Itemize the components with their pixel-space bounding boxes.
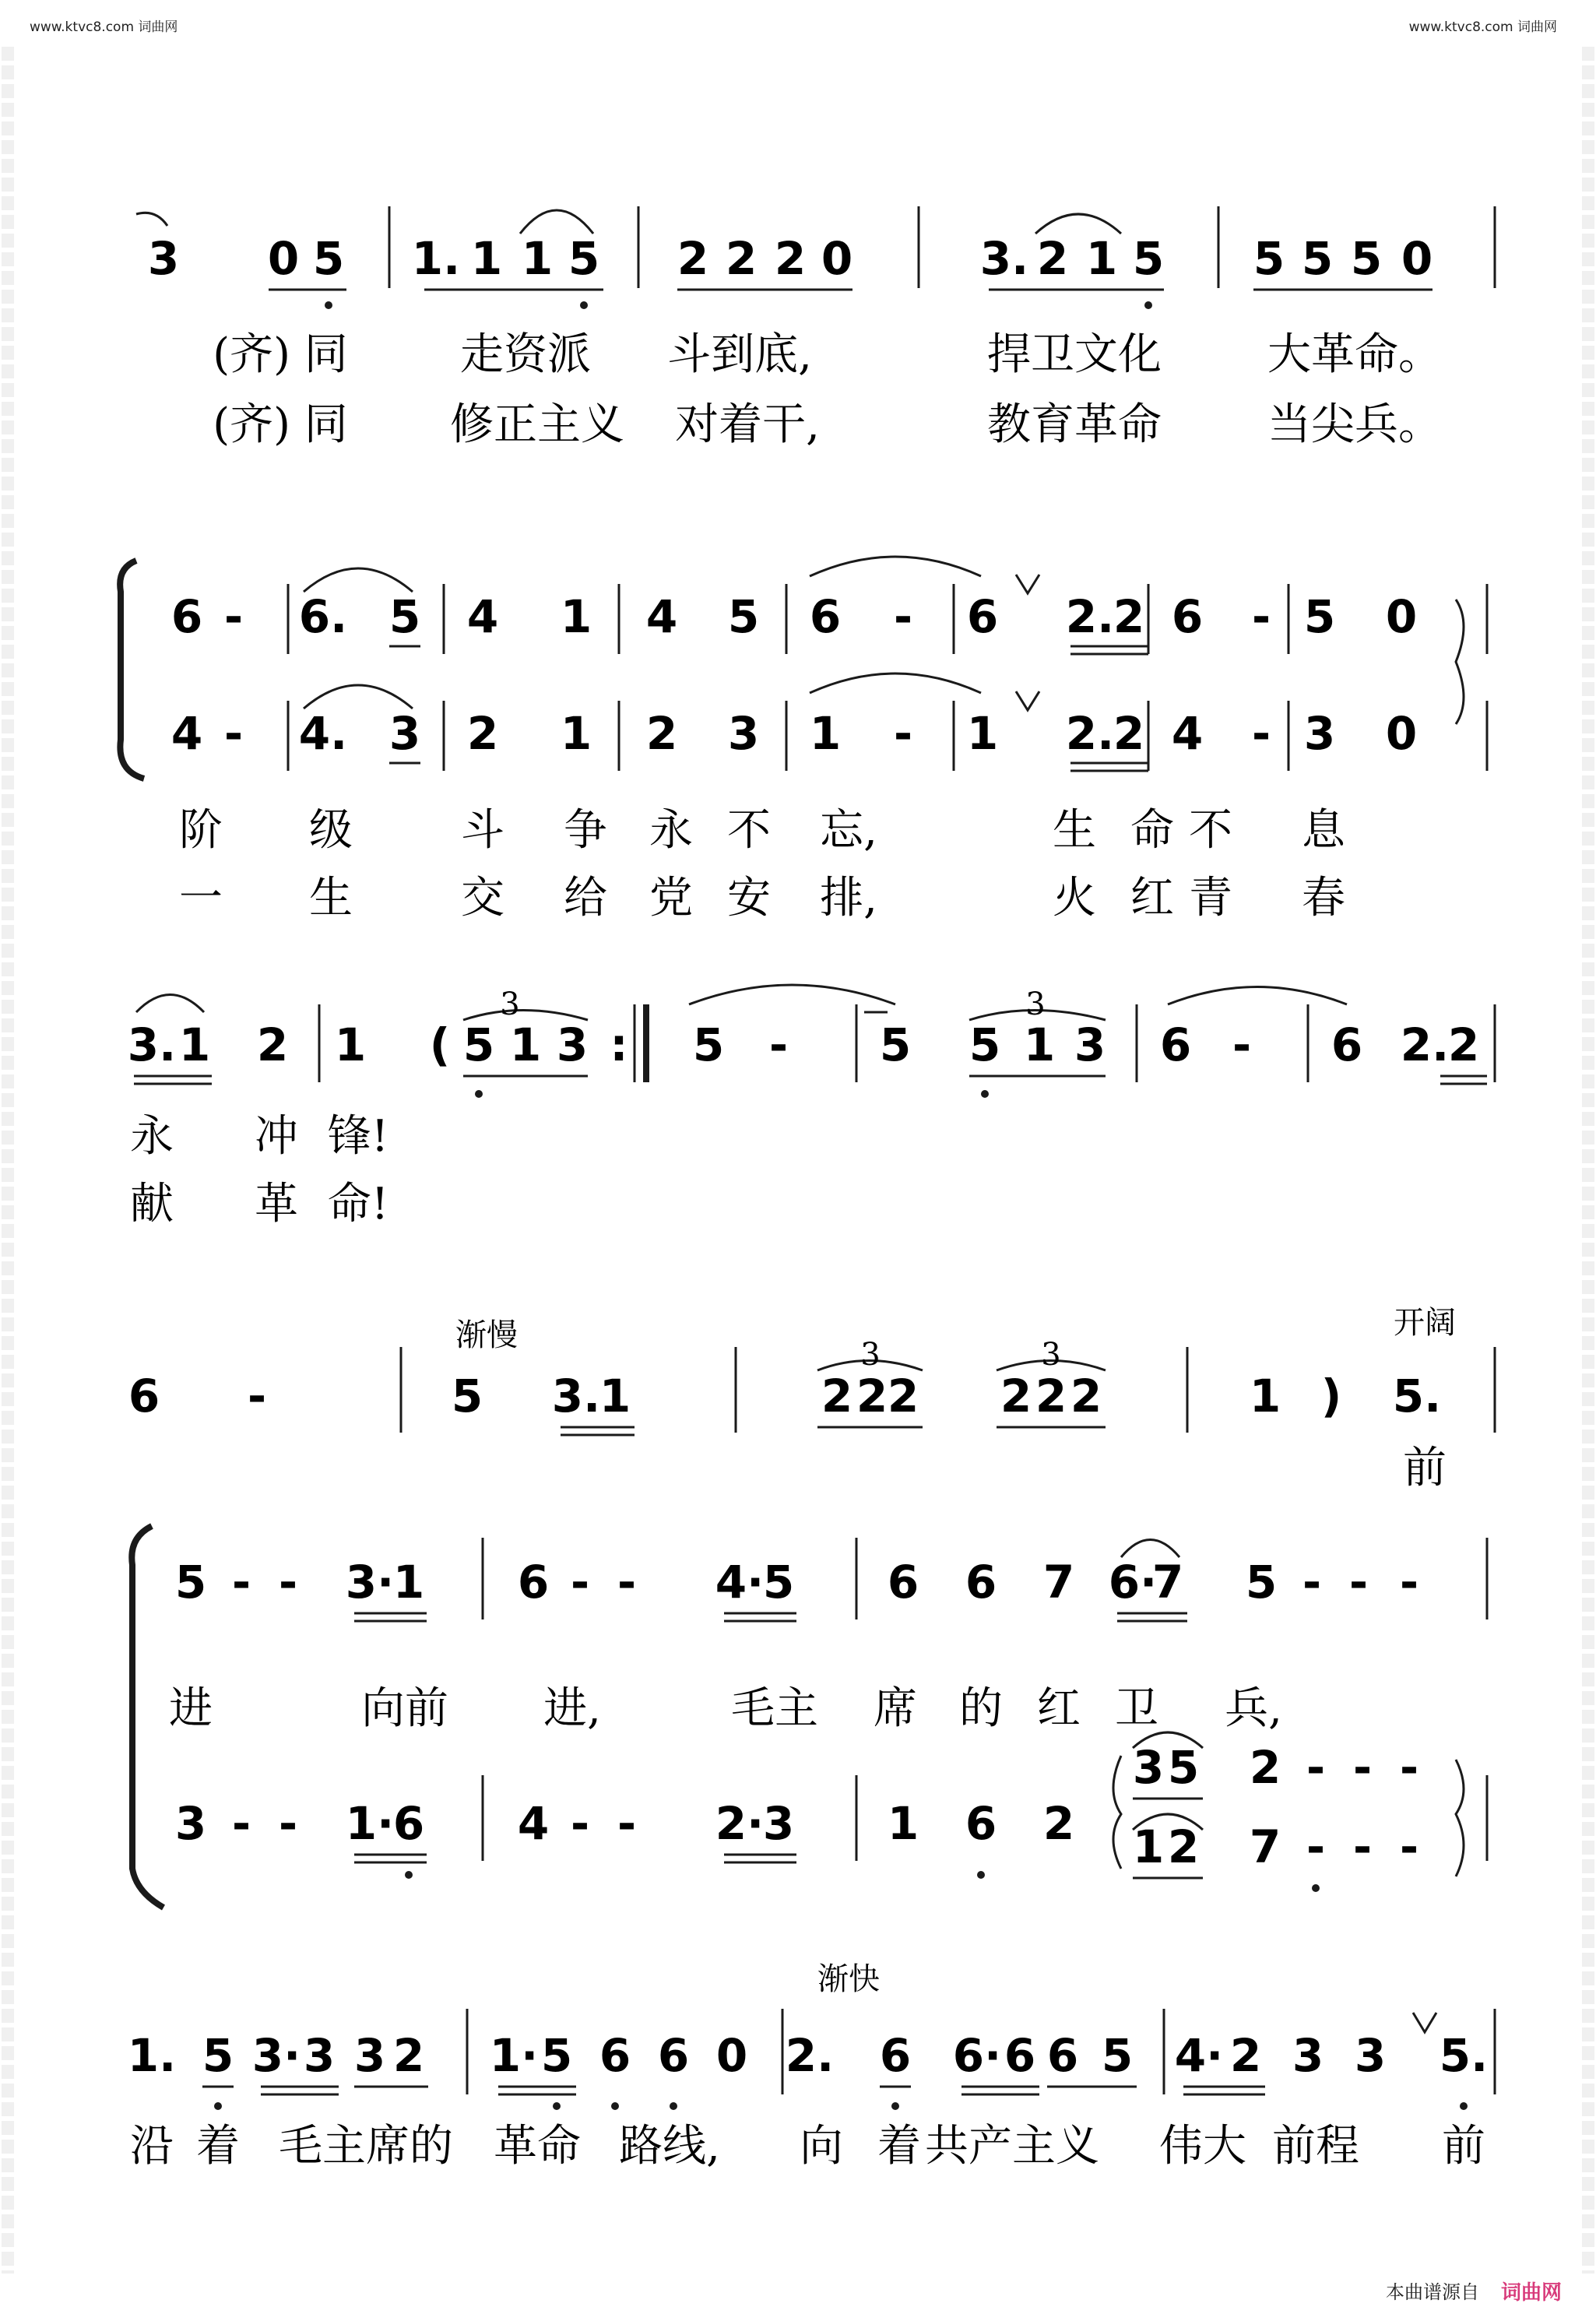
slur-s3 <box>689 985 895 1004</box>
lyric-verse2-s3: 命! <box>327 1179 389 1229</box>
lyric-verse1-s1: 捍卫文化 <box>987 329 1162 380</box>
lyric-verse1-s2: 不 <box>1189 805 1232 856</box>
note-s1: 5 <box>1253 232 1285 285</box>
lyric-s6: 共产主义 <box>925 2121 1099 2172</box>
note-s6: 5. <box>1439 2029 1489 2082</box>
note-s1: 1 <box>470 232 503 285</box>
note-upper-s5: - <box>570 1556 590 1609</box>
note-upper-s5: 6 <box>887 1556 919 1609</box>
note-s6: 4· <box>1174 2029 1224 2082</box>
note-s4: 1 <box>599 1370 631 1422</box>
lyric-verse1-s3: 冲 <box>255 1111 298 1162</box>
note-s3: 1 <box>1023 1018 1056 1071</box>
note-divisi-top-s5: - <box>1399 1741 1419 1794</box>
note-upper-s5: 6 <box>965 1556 997 1609</box>
low-dot-s5 <box>405 1871 413 1879</box>
note-s3: ( <box>429 1018 451 1071</box>
lyric-s5: 进, <box>543 1683 601 1734</box>
note-s4: 2 <box>1000 1370 1032 1422</box>
note-lower-s2: 1 <box>809 707 842 760</box>
triplet-number-s3: 3 <box>1025 986 1046 1022</box>
note-s3: 2 <box>256 1018 289 1071</box>
note-lower-s5: 6 <box>965 1797 997 1850</box>
note-s3: 2 <box>1447 1018 1480 1071</box>
note-s3: 3 <box>556 1018 589 1071</box>
note-s3: 5 <box>968 1018 1001 1071</box>
note-s1: 5 <box>312 232 345 285</box>
note-lower-s2: 3 <box>388 707 421 760</box>
note-lower-s2: 3 <box>727 707 760 760</box>
lyric-verse1-s2: 永 <box>649 805 693 856</box>
note-s1: 1 <box>521 232 554 285</box>
note-s1: 3 <box>147 232 180 285</box>
lyric-verse2-s2: 红 <box>1130 873 1174 923</box>
system-bracket-s5 <box>132 1526 163 1908</box>
note-s4: 1 <box>1249 1370 1281 1422</box>
lyric-verse1-s2: 斗 <box>461 805 504 856</box>
note-upper-s5: - <box>617 1556 637 1609</box>
note-s6: 1. <box>127 2029 177 2082</box>
lyric-verse1-s3: 永 <box>130 1111 174 1162</box>
note-lower-s2: 2. <box>1065 707 1115 760</box>
note-s3: 2. <box>1400 1018 1450 1071</box>
note-upper-s5: 5 <box>762 1556 795 1609</box>
note-s3: 5 <box>879 1018 912 1071</box>
lyric-s5: 卫 <box>1115 1683 1158 1734</box>
low-dot-s6 <box>214 2102 222 2110</box>
lyric-s6: 向 <box>800 2121 843 2172</box>
note-s3: - <box>768 1018 789 1071</box>
tempo-mark-fast: 渐快 <box>817 1961 880 1997</box>
low-dot-s1 <box>325 301 332 309</box>
note-upper-s2: 6 <box>809 590 842 643</box>
lyric-verse1-s1: 走资派 <box>460 329 591 380</box>
lyric-verse1-s2: 息 <box>1302 805 1345 856</box>
low-dot-s5 <box>1312 1884 1320 1892</box>
note-lower-s2: 2 <box>466 707 499 760</box>
note-lower-s2: 1 <box>966 707 999 760</box>
note-s4: 2 <box>821 1370 853 1422</box>
lyric-s6: 着 <box>877 2121 921 2172</box>
tempo-mark-broad: 开阔 <box>1394 1305 1456 1341</box>
note-s1: 1. <box>411 232 461 285</box>
low-dot-s6 <box>670 2102 677 2110</box>
note-lower-s2: 2 <box>645 707 678 760</box>
note-lower-s5: 3 <box>174 1797 207 1850</box>
note-upper-s2: 6 <box>170 590 203 643</box>
note-divisi-bottom-s5: 2 <box>1167 1820 1200 1873</box>
note-lower-s5: - <box>617 1797 637 1850</box>
note-s3: 1 <box>509 1018 542 1071</box>
lyric-s6: 着 <box>196 2121 240 2172</box>
note-upper-s2: 6 <box>1171 590 1204 643</box>
note-upper-s2: 1 <box>560 590 592 643</box>
note-s1: 2 <box>677 232 709 285</box>
low-dot-s1 <box>580 301 588 309</box>
note-s6: 6 <box>1046 2029 1079 2082</box>
slur-s2 <box>810 673 981 693</box>
lyric-verse2-s2: 一 <box>179 873 223 923</box>
lyric-verse1-s1: (齐) 同 <box>213 329 348 380</box>
lyric-verse2-s2: 党 <box>649 873 693 923</box>
note-divisi-top-s5: - <box>1352 1741 1373 1794</box>
note-s3: 5 <box>462 1018 495 1071</box>
lyric-s6: 前 <box>1442 2121 1485 2172</box>
note-s4: 5. <box>1392 1370 1442 1422</box>
note-lower-s2: 4. <box>298 707 348 760</box>
note-s6: 5 <box>1101 2029 1134 2082</box>
note-lower-s2: 1 <box>560 707 592 760</box>
note-s3: 1 <box>178 1018 211 1071</box>
note-s4: - <box>247 1370 267 1422</box>
note-upper-s5: - <box>1399 1556 1419 1609</box>
note-s1: 5 <box>1301 232 1334 285</box>
note-lower-s5: 2 <box>1042 1797 1075 1850</box>
note-s1: 0 <box>821 232 853 285</box>
note-s6: 1· <box>489 2029 539 2082</box>
note-lower-s2: 2 <box>1113 707 1145 760</box>
note-s6: 0 <box>715 2029 748 2082</box>
lyric-verse1-s2: 不 <box>727 805 771 856</box>
breath-mark-s2 <box>1016 575 1039 593</box>
slur-s1 <box>1035 214 1121 234</box>
lyric-verse1-s2: 命 <box>1130 805 1174 856</box>
note-s4: 2 <box>887 1370 919 1422</box>
site-header-right: www.ktvc8.com 词曲网 <box>1408 19 1557 35</box>
brace-right-s5 <box>1456 1760 1464 1876</box>
footer-logo: 词曲网 <box>1500 2281 1562 2305</box>
note-divisi-top-s5: 5 <box>1167 1741 1200 1794</box>
lyric-verse1-s1: 斗到底, <box>667 329 812 380</box>
lyric-verse2-s2: 火 <box>1053 873 1096 923</box>
note-s3: 3 <box>1074 1018 1106 1071</box>
lyric-verse2-s1: (齐) 同 <box>213 399 348 450</box>
note-upper-s5: 6 <box>517 1556 550 1609</box>
note-s3: 6 <box>1159 1018 1192 1071</box>
note-lower-s5: - <box>231 1797 251 1850</box>
system-bracket-s2 <box>120 561 144 779</box>
lyric-verse2-s1: 修正主义 <box>450 399 624 450</box>
lyric-verse1-s1: 大革命。 <box>1267 329 1442 380</box>
note-s4: 5 <box>451 1370 483 1422</box>
note-lower-s5: 2· <box>715 1797 765 1850</box>
note-s6: 6 <box>1004 2029 1036 2082</box>
lyric-s6: 路线, <box>619 2121 720 2172</box>
slur-s3 <box>136 995 204 1013</box>
note-s6: 2 <box>1229 2029 1262 2082</box>
lyric-s6: 毛主席的 <box>279 2121 453 2172</box>
note-upper-s5: 3· <box>345 1556 395 1609</box>
slur-s2 <box>304 685 413 709</box>
lyric-verse1-s3: 锋! <box>327 1111 389 1162</box>
low-dot-s3 <box>475 1090 483 1098</box>
lyric-verse2-s2: 青 <box>1189 873 1232 923</box>
note-s4: 2 <box>1035 1370 1067 1422</box>
note-divisi-bottom-s5: - <box>1306 1820 1326 1873</box>
note-lower-s5: 6 <box>392 1797 425 1850</box>
note-upper-s5: 1 <box>392 1556 425 1609</box>
note-s6: 6 <box>657 2029 690 2082</box>
note-upper-s2: 4 <box>645 590 678 643</box>
note-s1: 2 <box>1036 232 1069 285</box>
note-s6: 6 <box>879 2029 912 2082</box>
note-upper-s5: - <box>231 1556 251 1609</box>
lyric-verse2-s1: 对着干, <box>675 399 820 450</box>
note-upper-s5: 5 <box>174 1556 207 1609</box>
lyric-s5: 红 <box>1037 1683 1081 1734</box>
lyric-s5: 席 <box>874 1683 917 1734</box>
lyric-verse1-s2: 阶 <box>179 805 223 856</box>
lyric-s6: 前程 <box>1272 2121 1359 2172</box>
note-lower-s5: 3 <box>762 1797 795 1850</box>
triplet-number-s4: 3 <box>860 1337 881 1373</box>
tie-start-s1 <box>136 213 167 226</box>
note-s6: 3 <box>1354 2029 1387 2082</box>
note-upper-s5: 4· <box>715 1556 765 1609</box>
note-upper-s2: 4 <box>466 590 499 643</box>
brace-right-s2 <box>1456 600 1464 724</box>
note-divisi-bottom-s5: - <box>1399 1820 1419 1873</box>
lyric-s4: 前 <box>1403 1443 1447 1493</box>
note-upper-s2: - <box>223 590 244 643</box>
lyric-verse2-s3: 献 <box>130 1179 174 1229</box>
note-divisi-top-s5: - <box>1306 1741 1326 1794</box>
lyric-s5: 兵, <box>1225 1683 1282 1734</box>
lyric-verse2-s2: 安 <box>727 873 771 923</box>
low-dot-s5 <box>977 1871 985 1879</box>
lyric-verse2-s2: 交 <box>461 873 504 923</box>
note-lower-s2: 0 <box>1385 707 1418 760</box>
note-s3: 5 <box>692 1018 725 1071</box>
note-upper-s5: 7 <box>1042 1556 1075 1609</box>
triplet-number-s4: 3 <box>1041 1337 1061 1373</box>
note-upper-s5: 6· <box>1108 1556 1158 1609</box>
note-lower-s5: 1 <box>887 1797 919 1850</box>
note-s1: 5 <box>1132 232 1165 285</box>
note-upper-s2: - <box>1251 590 1271 643</box>
note-s1: 5 <box>1350 232 1383 285</box>
note-lower-s2: 4 <box>170 707 203 760</box>
lyric-verse1-s2: 忘, <box>820 805 877 856</box>
lyric-verse1-s2: 级 <box>309 805 353 856</box>
slur-s2 <box>304 568 413 592</box>
note-divisi-top-s5: 3 <box>1132 1741 1165 1794</box>
note-s3: : <box>610 1018 628 1071</box>
note-s3: 6 <box>1331 1018 1363 1071</box>
note-lower-s5: - <box>570 1797 590 1850</box>
note-upper-s5: - <box>1348 1556 1369 1609</box>
note-s1: 2 <box>725 232 758 285</box>
note-s4: 2 <box>1070 1370 1102 1422</box>
note-upper-s2: 6 <box>966 590 999 643</box>
note-upper-s2: 5 <box>388 590 421 643</box>
tempo-mark-slow: 渐慢 <box>455 1317 518 1353</box>
lyric-s5: 进 <box>169 1683 213 1734</box>
lyric-verse2-s2: 春 <box>1302 873 1345 923</box>
note-upper-s2: - <box>893 590 913 643</box>
lyric-verse2-s2: 给 <box>564 873 607 923</box>
note-s6: 2. <box>785 2029 835 2082</box>
note-upper-s2: 2 <box>1113 590 1145 643</box>
breath-mark-s2 <box>1016 691 1039 710</box>
note-s1: 5 <box>568 232 600 285</box>
note-lower-s2: - <box>1251 707 1271 760</box>
lyric-verse2-s2: 排, <box>820 873 877 923</box>
note-upper-s2: 5 <box>727 590 760 643</box>
lyric-s6: 伟大 <box>1159 2121 1246 2172</box>
note-lower-s5: - <box>278 1797 298 1850</box>
note-s1: 1 <box>1085 232 1118 285</box>
lyric-s5: 的 <box>959 1683 1003 1734</box>
slur-s3 <box>1168 987 1347 1005</box>
note-s1: 0 <box>1401 232 1433 285</box>
slur-s2 <box>810 557 981 576</box>
lyric-verse2-s1: 当尖兵。 <box>1267 399 1442 450</box>
lyric-s5: 向前 <box>361 1683 448 1734</box>
lyric-verse2-s3: 革 <box>255 1179 298 1229</box>
note-upper-s2: 6. <box>298 590 348 643</box>
note-s6: 5 <box>540 2029 573 2082</box>
note-upper-s2: 5 <box>1303 590 1336 643</box>
note-s3: 1 <box>334 1018 367 1071</box>
low-dot-s3 <box>981 1090 989 1098</box>
note-s4: 3. <box>551 1370 601 1422</box>
note-upper-s5: 5 <box>1245 1556 1278 1609</box>
note-s1: 3. <box>979 232 1029 285</box>
lyric-s6: 革命 <box>494 2121 581 2172</box>
slur-s1 <box>520 210 593 234</box>
breath-mark-s6 <box>1413 2013 1436 2032</box>
lyric-s6: 沿 <box>130 2121 174 2172</box>
note-divisi-bottom-s5: 1 <box>1132 1820 1165 1873</box>
note-divisi-bottom-s5: 7 <box>1249 1820 1281 1873</box>
note-lower-s2: 3 <box>1303 707 1336 760</box>
note-divisi-bottom-s5: - <box>1352 1820 1373 1873</box>
note-s1: 0 <box>267 232 300 285</box>
triplet-number-s3: 3 <box>500 986 520 1022</box>
note-divisi-top-s5: 2 <box>1249 1741 1281 1794</box>
note-upper-s5: - <box>278 1556 298 1609</box>
slur-s5 <box>1121 1540 1179 1558</box>
brace-divisi-s5 <box>1113 1756 1121 1869</box>
note-s4: 6 <box>128 1370 160 1422</box>
note-s6: 3 <box>303 2029 336 2082</box>
note-upper-s5: 7 <box>1151 1556 1184 1609</box>
note-s4: ) <box>1320 1370 1342 1422</box>
lyric-verse1-s2: 争 <box>564 805 607 856</box>
note-s3: 3. <box>127 1018 177 1071</box>
low-dot-s6 <box>611 2102 619 2110</box>
note-s6: 5 <box>202 2029 234 2082</box>
low-dot-s1 <box>1144 301 1152 309</box>
lyric-s5: 毛主 <box>731 1683 818 1734</box>
note-lower-s2: - <box>223 707 244 760</box>
note-s6: 3 <box>1292 2029 1324 2082</box>
note-s3: - <box>1232 1018 1252 1071</box>
note-s6: 3 <box>353 2029 386 2082</box>
note-lower-s5: 1· <box>345 1797 395 1850</box>
note-s6: 2 <box>392 2029 425 2082</box>
low-dot-s6 <box>553 2102 561 2110</box>
note-s6: 6 <box>599 2029 631 2082</box>
lyric-verse1-s2: 生 <box>1053 805 1096 856</box>
note-s6: 6· <box>952 2029 1002 2082</box>
note-upper-s2: 2. <box>1065 590 1115 643</box>
footer-source-text: 本曲谱源自 <box>1386 2281 1479 2303</box>
note-upper-s5: - <box>1302 1556 1322 1609</box>
note-s1: 2 <box>774 232 807 285</box>
lyric-verse2-s2: 生 <box>309 873 353 923</box>
low-dot-s6 <box>1460 2102 1468 2110</box>
note-upper-s2: 0 <box>1385 590 1418 643</box>
note-lower-s2: - <box>893 707 913 760</box>
note-lower-s5: 4 <box>517 1797 550 1850</box>
lyric-verse2-s1: 教育革命 <box>987 399 1162 450</box>
low-dot-s6 <box>891 2102 899 2110</box>
note-lower-s2: 4 <box>1171 707 1204 760</box>
site-header-left: www.ktvc8.com 词曲网 <box>30 19 178 35</box>
note-s4: 2 <box>856 1370 888 1422</box>
note-s6: 3· <box>251 2029 301 2082</box>
